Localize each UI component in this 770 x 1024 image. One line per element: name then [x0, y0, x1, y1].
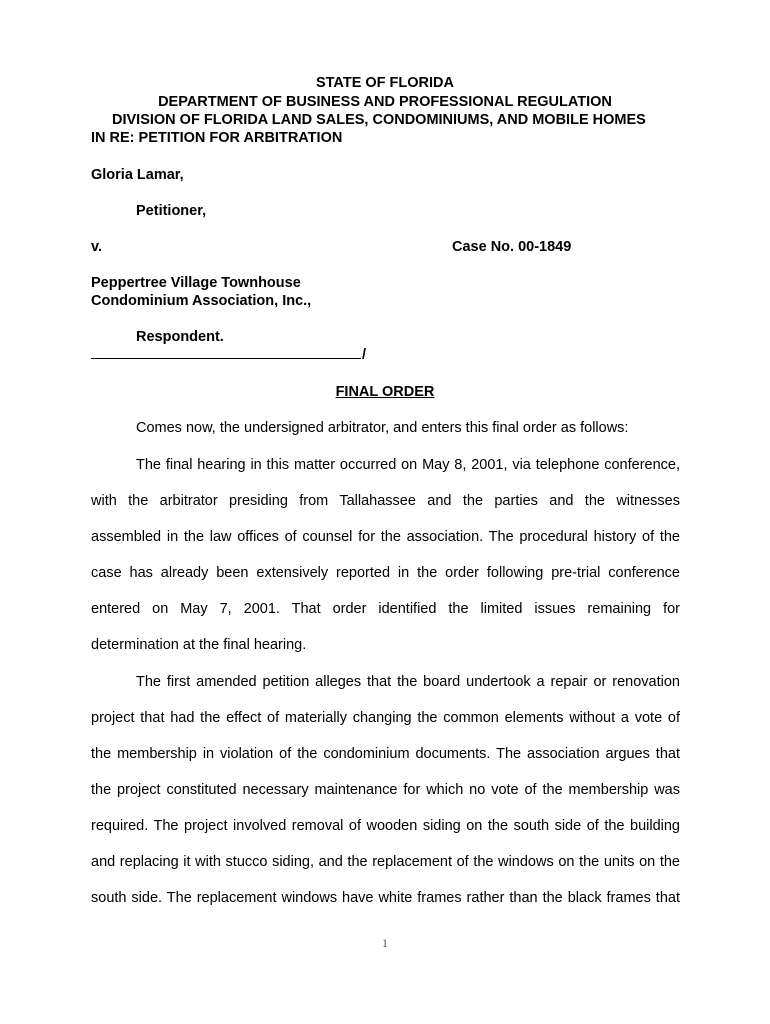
- header-state: STATE OF FLORIDA: [315, 75, 454, 91]
- paragraph-1-line: case has already been extensively reported in the order following pre-trial conference: [91, 565, 680, 581]
- versus-label: v.: [91, 239, 103, 255]
- page-number: 1: [382, 936, 388, 950]
- respondent-name-line1: Peppertree Village Townhouse: [91, 275, 301, 291]
- intro-sentence: Comes now, the undersigned arbitrator, and enters this final order as follows:: [136, 420, 629, 436]
- petitioner-name: Gloria Lamar,: [91, 167, 184, 183]
- paragraph-2-line: the membership in violation of the condominium documents. The association argues that: [91, 746, 680, 762]
- paragraph-2-line: required. The project involved removal of wooden siding on the south side of the building: [91, 818, 680, 834]
- respondent-name-line2: Condominium Association, Inc.,: [91, 293, 312, 309]
- caption-slash: /: [362, 347, 367, 363]
- paragraph-1-line: with the arbitrator presiding from Tallahassee and the parties and the witnesses: [91, 493, 680, 509]
- paragraph-2-line: project that had the effect of materially changing the common elements without a vote of: [91, 710, 680, 726]
- header-division: DIVISION OF FLORIDA LAND SALES, CONDOMINIUMS, AND MOBILE HOMES: [112, 112, 646, 128]
- document-title: FINAL ORDER: [335, 384, 435, 400]
- header-department: DEPARTMENT OF BUSINESS AND PROFESSIONAL REGULATION: [158, 94, 612, 110]
- paragraph-2-line: and replacing it with stucco siding, and the replacement of the windows on the units on the: [91, 854, 680, 870]
- paragraph-2-line: south side. The replacement windows have white frames rather than the black frames that: [91, 890, 680, 906]
- header-in-re: IN RE: PETITION FOR ARBITRATION: [91, 130, 343, 146]
- paragraph-2-line: the project constituted necessary maintenance for which no vote of the membership was: [91, 782, 680, 798]
- paragraph-1-line: entered on May 7, 2001. That order identified the limited issues remaining for: [91, 601, 680, 617]
- respondent-label: Respondent.: [136, 329, 224, 345]
- caption-rule: [91, 358, 361, 359]
- petitioner-label: Petitioner,: [136, 203, 207, 219]
- paragraph-1-line: The final hearing in this matter occurred on May 8, 2001, via telephone conference,: [136, 457, 680, 473]
- paragraph-1-line: determination at the final hearing.: [91, 637, 307, 653]
- case-number: Case No. 00-1849: [452, 239, 572, 255]
- paragraph-2-line: The first amended petition alleges that the board undertook a repair or renovation: [136, 674, 680, 690]
- paragraph-1-line: assembled in the law offices of counsel for the association. The procedural history of the: [91, 529, 680, 545]
